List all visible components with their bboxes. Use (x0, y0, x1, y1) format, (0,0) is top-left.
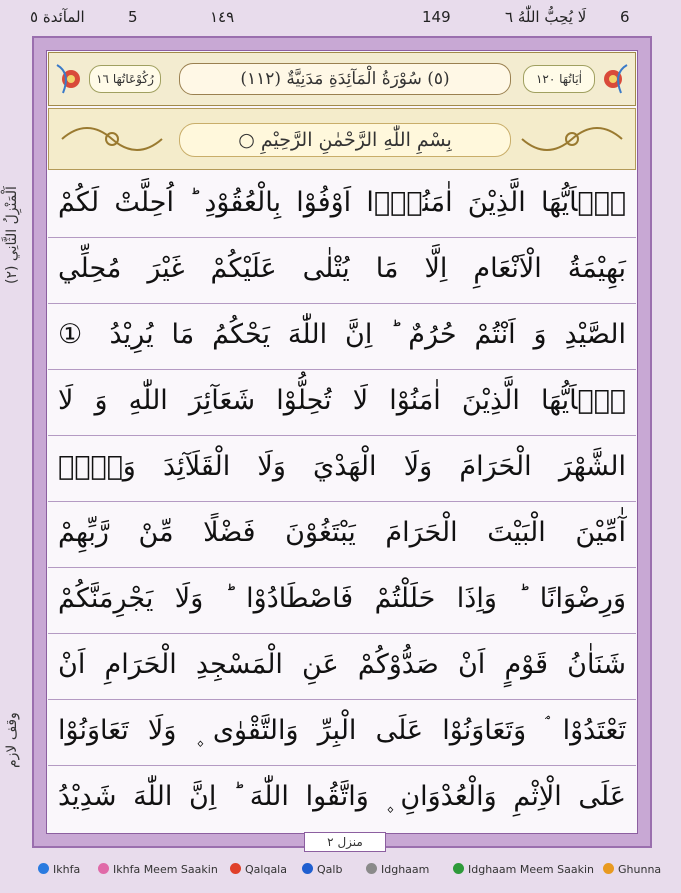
manzil-label: منزل ٢ (304, 832, 386, 852)
quran-line: الصَّيْدِ وَ اَنْتُمْ حُرُمٌ ؕ اِنَّ اللّٰهَ يَحْكُمُ مَا يُرِيْدُ ① (48, 304, 636, 370)
surah-title-band (48, 52, 636, 106)
quran-line: يٰۤاَيُّهَا الَّذِيْنَ اٰمَنُوْۤا اَوْفُوْا بِالْعُقُوْدِ ؕ اُحِلَّتْ لَكُمْ (48, 172, 636, 238)
quran-line: وَرِضْوَانًا ؕ وَاِذَا حَلَلْتُمْ فَاصْطَادُوْا ؕ وَلَا يَجْرِمَنَّكُمْ (48, 568, 636, 634)
quran-line: يٰۤاَيُّهَا الَّذِيْنَ اٰمَنُوْا لَا تُحِلُّوْا شَعَآئِرَ اللّٰهِ وَ لَا (48, 370, 636, 436)
legend-item (38, 863, 80, 876)
page-number: 149 (422, 8, 451, 26)
floral-ornament-icon (53, 59, 89, 99)
quran-line: الشَّهْرَ الْحَرَامَ وَلَا الْهَدْيَ وَلَا الْقَلَآئِدَ وَلَاۤ (48, 436, 636, 502)
quran-line: عَلَى الْاِثْمِ وَالْعُدْوَانِ ۪ وَاتَّقُوا اللّٰهَ ؕ اِنَّ اللّٰهَ شَدِيْدُ (58, 781, 626, 812)
quran-line: تَعْتَدُوْا ۘ وَتَعَاوَنُوْا عَلَى الْبِرِّ وَالتَّقْوٰى ۪ وَلَا تَعَاوَنُوْا (48, 700, 636, 766)
tajweed-legend (0, 860, 681, 884)
legend-color-dot-icon (98, 863, 109, 874)
surah-number: 5 (128, 8, 138, 26)
page-header (0, 6, 681, 32)
margin-note-waqf: وقف لازم (4, 712, 20, 768)
legend-item (230, 863, 287, 876)
bismillah-band (48, 108, 636, 170)
legend-color-dot-icon (603, 863, 614, 874)
ayat-count: اٰيَاتُهَا ١٢٠ (523, 65, 595, 93)
legend-item (366, 863, 429, 876)
ruku-count: رُكُوْعَاتُهَا ١٦ (89, 65, 161, 93)
legend-color-dot-icon (230, 863, 241, 874)
quran-line: شَنَاٰنُ قَوْمٍ اَنْ صَدُّوْكُمْ عَنِ الْمَسْجِدِ الْحَرَامِ اَنْ (48, 634, 636, 700)
floral-ornament-icon (595, 59, 631, 99)
juz-header-arabic: لَا يُحِبُّ اللّٰهُ ٦ (505, 8, 587, 26)
page-number-arabic: ١٤٩ (210, 8, 235, 26)
quran-line: بَهِيْمَةُ الْاَنْعَامِ اِلَّا مَا يُتْلٰى عَلَيْكُمْ غَيْرَ مُحِلِّي (48, 238, 636, 304)
legend-label: Idghaam Meem Saakin (468, 863, 594, 876)
legend-color-dot-icon (453, 863, 464, 874)
quran-line: آٰمِّيْنَ الْبَيْتَ الْحَرَامَ يَبْتَغُوْنَ فَضْلًا مِّنْ رَّبِّهِمْ (48, 502, 636, 568)
legend-label: Qalqala (245, 863, 287, 876)
legend-label: Ikhfa (53, 863, 81, 876)
arabesque-ornament-icon (57, 115, 167, 163)
legend-color-dot-icon (366, 863, 377, 874)
arabesque-ornament-icon (517, 115, 627, 163)
surah-header-arabic: المآئدة ٥ (30, 8, 85, 26)
legend-label: Ghunna (618, 863, 662, 876)
legend-item (453, 863, 594, 876)
legend-label: Ikhfa Meem Saakin (113, 863, 218, 876)
legend-label: Qalb (317, 863, 343, 876)
legend-item (302, 863, 342, 876)
page-frame (32, 36, 652, 848)
legend-item (603, 863, 661, 876)
bismillah: بِسْمِ اللّٰهِ الرَّحْمٰنِ الرَّحِيْمِ ○ (179, 123, 511, 157)
legend-color-dot-icon (302, 863, 313, 874)
juz-number: 6 (620, 8, 630, 26)
quran-text (48, 172, 636, 831)
legend-label: Idghaam (381, 863, 430, 876)
legend-color-dot-icon (38, 863, 49, 874)
surah-title: (٥) سُوْرَةُ الْمَآئِدَةِ مَدَنِيَّةٌ (١١٢) (179, 63, 511, 95)
legend-item (98, 863, 218, 876)
margin-note-manzil: اَلْمَنْزِلُ الثَّانِي (٢) (4, 186, 20, 284)
